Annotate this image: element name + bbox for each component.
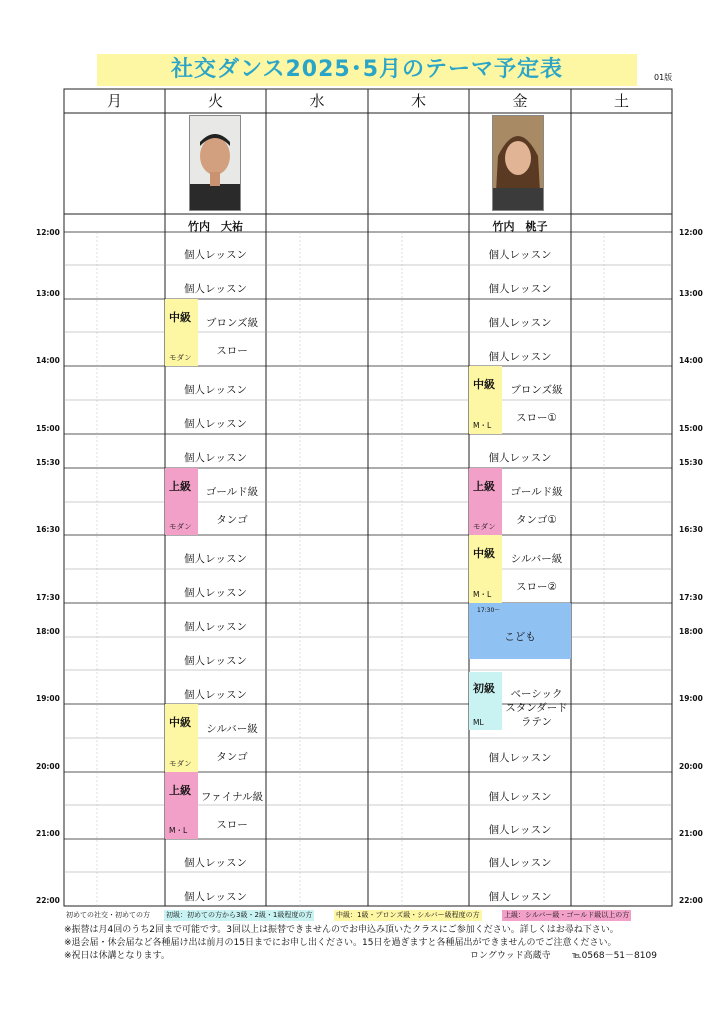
fri-lesson-1500: 個人レッスン: [488, 452, 552, 464]
time-left-1900: 19:00: [36, 694, 60, 703]
legend-beginner: 初級：初めての方から3級・2級・1級程度の方: [166, 911, 313, 919]
time-left-1200: 12:00: [36, 228, 60, 237]
fri-class-1400-level: 中級 M・L: [469, 366, 502, 434]
fri-lesson-1300: 個人レッスン: [488, 317, 552, 329]
instructor-photo-tue: [189, 115, 241, 211]
time-left-1500: 15:00: [36, 424, 60, 433]
instructor-photo-fri: [492, 115, 544, 211]
legend-intermediate: 中級：1級・ブロンズ級・シルバー級程度の方: [336, 911, 480, 919]
legend-first-time: 初めての社交・初めての方: [66, 911, 150, 919]
studio-name: ロングウッド高蔵寺: [470, 951, 551, 961]
time-right-1200: 12:00: [679, 228, 703, 237]
fri-class-1830-dance: ラテン: [521, 716, 552, 728]
time-left-1530: 15:30: [36, 458, 60, 467]
tue-class-1300-name: ブロンズ級: [205, 317, 259, 329]
tue-lesson-1830: 個人レッスン: [184, 689, 247, 701]
note-holiday: ※祝日は休講となります。: [64, 951, 170, 961]
time-right-1730: 17:30: [679, 593, 703, 602]
instructor-name-fri: 竹内 桃子: [492, 220, 548, 233]
tue-lesson-1200: 個人レッスン: [184, 249, 247, 261]
time-left-2100: 21:00: [36, 829, 60, 838]
tue-class-2000-name: ファイナル級: [200, 791, 264, 803]
time-left-2200: 22:00: [36, 896, 60, 905]
kids-label: こども: [504, 631, 536, 643]
tue-class-1530-dance: タンゴ: [216, 514, 248, 526]
time-left-1400: 14:00: [36, 356, 60, 365]
fri-class-1830-name: ベーシック: [510, 688, 563, 700]
tue-class-1300-dance: スロー: [216, 345, 248, 357]
fri-class-1400-dance: スロー①: [516, 412, 557, 424]
studio-phone: ℡0568－51－8109: [572, 951, 657, 961]
day-header-sat: 土: [613, 92, 629, 110]
tue-lesson-2130: 個人レッスン: [184, 891, 247, 903]
note-transfer: ※振替は月4回のうち2回まで可能です。3回以上は振替できませんのでお申込み頂いたクラスにご参加ください。詳しくはお尋ね下さい。: [64, 925, 619, 935]
page-title: 社交ダンス2025･5月のテーマ予定表: [97, 54, 637, 86]
time-right-2000: 20:00: [679, 762, 703, 771]
note-withdrawal: ※退会届・休会届など各種届け出は前月の15日までにお申し出ください。15日を過ぎますと各種届出ができませんのでご注意ください。: [64, 938, 617, 948]
tue-class-1900-dance: タンゴ: [216, 751, 248, 763]
tue-class-2000-level: 上級 M・L: [165, 772, 198, 839]
tue-lesson-1730: 個人レッスン: [184, 621, 247, 633]
fri-lesson-1200: 個人レッスン: [488, 249, 552, 261]
fri-class-1530-name: ゴールド級: [510, 486, 563, 498]
fri-lesson-2030: 個人レッスン: [488, 824, 552, 836]
fri-class-1530-dance: タンゴ①: [516, 514, 557, 526]
instructor-name-tue: 竹内 大祐: [188, 220, 243, 233]
tue-class-1900-name: シルバー級: [206, 723, 258, 735]
tue-class-2000-dance: スロー: [216, 819, 248, 831]
time-right-1900: 19:00: [679, 694, 703, 703]
fri-kids-class: [469, 603, 571, 659]
tue-class-1300-level: 中級 モダン: [165, 299, 198, 366]
time-right-1630: 16:30: [679, 525, 703, 534]
fri-class-1830-dance2: スタンダード: [505, 702, 568, 714]
day-header-wed: 水: [309, 92, 325, 110]
fri-lesson-2130: 個人レッスン: [488, 891, 552, 903]
legend-advanced: 上級：シルバー級・ゴールド級以上の方: [504, 911, 630, 919]
time-right-1300: 13:00: [679, 289, 703, 298]
time-right-1500: 15:00: [679, 424, 703, 433]
day-header-mon: 月: [106, 92, 122, 110]
tue-class-1530-name: ゴールド級: [205, 486, 259, 498]
tue-lesson-1230: 個人レッスン: [184, 283, 247, 295]
time-left-1800: 18:00: [36, 627, 60, 636]
fri-class-1630-level: 中級 M・L: [469, 535, 502, 603]
tue-lesson-2100: 個人レッスン: [184, 857, 247, 869]
day-header-thu: 木: [410, 92, 426, 110]
fri-class-1630-dance: スロー②: [516, 581, 557, 593]
tue-lesson-1700: 個人レッスン: [184, 587, 247, 599]
time-left-1300: 13:00: [36, 289, 60, 298]
fri-lesson-1330: 個人レッスン: [488, 351, 552, 363]
tue-class-1900-level: 中級 モダン: [165, 704, 198, 772]
tue-class-1530-level: 上級 モダン: [165, 468, 198, 535]
time-right-1800: 18:00: [679, 627, 703, 636]
fri-lesson-2000: 個人レッスン: [488, 791, 552, 803]
fri-lesson-1930: 個人レッスン: [488, 752, 552, 764]
time-right-2100: 21:00: [679, 829, 703, 838]
tue-lesson-1500: 個人レッスン: [184, 452, 247, 464]
fri-lesson-2100: 個人レッスン: [488, 857, 552, 869]
time-left-1730: 17:30: [36, 593, 60, 602]
day-header-tue: 火: [207, 92, 223, 110]
tue-lesson-1630: 個人レッスン: [184, 553, 247, 565]
time-right-1400: 14:00: [679, 356, 703, 365]
time-right-2200: 22:00: [679, 896, 703, 905]
tue-lesson-1400: 個人レッスン: [184, 384, 247, 396]
version-label: 01版: [654, 73, 673, 82]
day-header-fri: 金: [512, 92, 528, 110]
fri-class-1530-level: 上級 モダン: [469, 468, 502, 535]
time-left-2000: 20:00: [36, 762, 60, 771]
tue-lesson-1430: 個人レッスン: [184, 418, 247, 430]
fri-class-1830-level: 初級 ML: [469, 672, 502, 730]
tue-lesson-1800: 個人レッスン: [184, 655, 247, 667]
kids-time: 17:30～: [477, 607, 501, 614]
time-left-1630: 16:30: [36, 525, 60, 534]
fri-class-1400-name: ブロンズ級: [510, 384, 563, 396]
time-right-1530: 15:30: [679, 458, 703, 467]
fri-class-1630-name: シルバー級: [510, 553, 563, 565]
fri-lesson-1230: 個人レッスン: [488, 283, 552, 295]
